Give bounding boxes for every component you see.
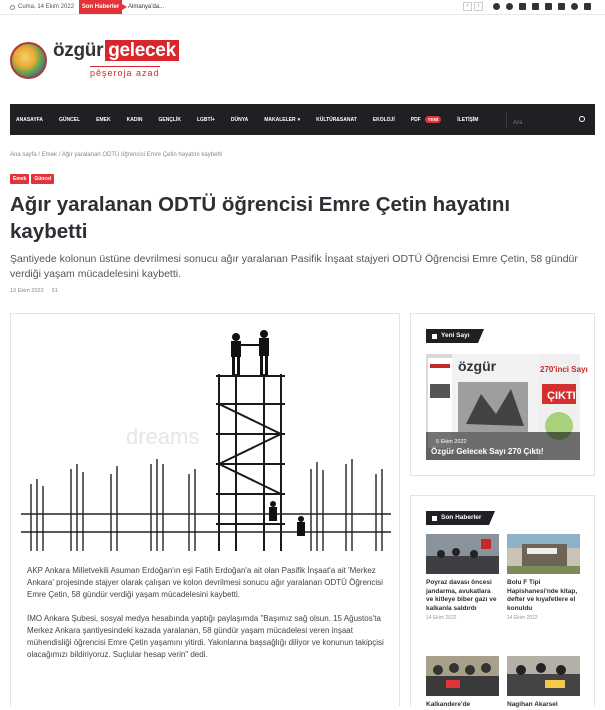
- category-tag-emek[interactable]: Emek: [10, 174, 29, 184]
- nav-item-label: KADIN: [126, 116, 143, 123]
- nav-item-kültür-sanat[interactable]: [316, 117, 357, 123]
- news-thumbnail[interactable]: [426, 534, 499, 574]
- article-card: [10, 313, 400, 706]
- nav-item-label: GENÇLİK: [158, 116, 181, 123]
- news-title[interactable]: Nagihan Akarsel: [507, 701, 558, 708]
- category-tags: [10, 174, 54, 184]
- article-title: Ağır yaralanan ODTÜ öğrencisi Emre Çetin hayatını kaybetti: [10, 193, 511, 243]
- news-item[interactable]: [507, 656, 580, 710]
- book-icon: [432, 334, 437, 339]
- nav-item-ekoloji-[interactable]: [373, 117, 395, 123]
- logo-brand-main: özgür: [53, 40, 104, 61]
- nav-item-güncel[interactable]: [59, 117, 80, 123]
- nav-item-gençli-k[interactable]: [158, 117, 181, 123]
- nav-item-label: DÜNYA: [230, 116, 249, 123]
- search-box: [506, 111, 588, 128]
- article-featured-image: [11, 314, 399, 551]
- cover-brand: özgür: [458, 358, 497, 374]
- twitter-icon[interactable]: [506, 3, 513, 10]
- chevron-left-icon[interactable]: ‹: [463, 2, 472, 11]
- nav-item-i-leti-şi-m[interactable]: [457, 117, 478, 123]
- nav-item-label: GÜNCEL: [59, 116, 81, 123]
- logo-wordmark: [53, 40, 179, 62]
- nav-item-label: LGBTİ+: [196, 116, 215, 123]
- main-navigation: [10, 104, 595, 135]
- widget-title: [426, 511, 489, 525]
- logo-tagline: pêşeroja azad: [90, 68, 160, 78]
- search-input[interactable]: [507, 115, 569, 132]
- chevron-down-icon: ▾: [297, 116, 301, 123]
- nav-item-label: KÜLTÜR&SANAT: [316, 116, 357, 123]
- news-item[interactable]: [426, 656, 499, 710]
- issue-cover-card[interactable]: [426, 354, 588, 460]
- globe-logo-icon: [10, 42, 47, 79]
- news-date: 14 Ekim 2022: [426, 615, 457, 622]
- rss-icon[interactable]: [558, 3, 565, 10]
- breaking-news-ticker[interactable]: Almanya'da...: [128, 4, 165, 10]
- site-logo[interactable]: [10, 38, 210, 83]
- article-lead: Şantiyede kolonun üstüne devrilmesi sonucu ağır yaralanan Pasifik İnşaat stajyeri ODTÜ Öğrencisi Emre Çetin, 58 gündür verdiği yaşam mücadelesini kaybetti.: [10, 253, 578, 280]
- current-date: [10, 4, 74, 10]
- cover-headline: 270'inci Sayı: [540, 365, 588, 374]
- cover-badge: ÇIKTI: [547, 390, 576, 402]
- nav-item-kadin[interactable]: [127, 117, 143, 123]
- nav-item-label: PDF: [410, 116, 421, 123]
- nav-item-label: MAKALELER: [264, 116, 296, 123]
- breadcrumb[interactable]: Ana sayfa / Emek / Ağır yaralanan ODTÜ öğrencisi Emre Çetin hayatını kaybetti: [10, 152, 223, 158]
- news-item[interactable]: [507, 534, 580, 621]
- nav-item-anasayfa[interactable]: [16, 117, 43, 123]
- email-icon[interactable]: [532, 3, 539, 10]
- nav-item-label: EKOLOJİ: [372, 116, 395, 123]
- new-badge: YENİ: [425, 116, 442, 123]
- widget-title-text: Son Haberler: [441, 514, 482, 521]
- news-item[interactable]: [426, 534, 499, 621]
- article-paragraph: İMO Ankara Şubesi, sosyal medya hesabında yaptığı paylaşımda "Başımız sağ olsun. 15 Ağustos'ta Merkez Ankara şantiyesindeki kazada yaralanan, 58 gündür yaşam mücadelesi veren inşaat mühendisliği öğrencisi Emre Çetin yaşamını yitirdi. Yakınlarına başsağlığı diliyor ve konunun takipçisi olacağımızı bildiriyoruz. Suçlular hesap verin" dedi.: [27, 614, 384, 659]
- nav-item-lgbti-[interactable]: [197, 117, 215, 123]
- construction-scaffolding-image: [11, 314, 399, 551]
- facebook-icon[interactable]: [493, 3, 500, 10]
- menu-icon[interactable]: [584, 3, 591, 10]
- article-date: 13 Ekim 2022: [10, 288, 44, 294]
- article-body: [27, 565, 387, 673]
- article-meta: [10, 288, 58, 294]
- ticker-arrows: [463, 2, 483, 11]
- nav-item-makaleler[interactable]: [264, 117, 300, 123]
- nav-item-dünya[interactable]: [231, 117, 248, 123]
- widget-title-text: Yeni Sayı: [441, 332, 470, 339]
- youtube-icon[interactable]: [519, 3, 526, 10]
- nav-item-label: ANASAYFA: [16, 116, 44, 123]
- breaking-news-label: Son Haberler: [79, 0, 122, 14]
- date-text: Cuma, 14 Ekim 2022: [18, 4, 75, 10]
- news-thumbnail[interactable]: [507, 534, 580, 574]
- clock-icon: [10, 5, 15, 10]
- book-icon: [432, 516, 437, 521]
- logo-brand-accent: gelecek: [105, 40, 179, 61]
- news-date: 14 Ekim 2022: [507, 615, 538, 622]
- news-title[interactable]: Poyraz davası öncesi jandarma, avukatlara ve kitleye biber gazı ve kalkanla saldırdı: [426, 579, 497, 612]
- nav-item-emek[interactable]: [96, 117, 110, 123]
- nav-item-pdf[interactable]: [411, 116, 442, 123]
- article-views: 51: [51, 288, 58, 294]
- category-tag-guncel[interactable]: Güncel: [31, 174, 54, 184]
- instagram-icon[interactable]: [545, 3, 552, 10]
- top-bar: [0, 0, 605, 15]
- new-issue-widget: [410, 313, 595, 476]
- nav-item-label: EMEK: [96, 116, 111, 123]
- random-icon[interactable]: [571, 3, 578, 10]
- news-title[interactable]: Kalkandere'de: [426, 701, 471, 708]
- article-paragraph: AKP Ankara Milletvekili Asuman Erdoğan'ın eşi Fatih Erdoğan'a ait olan Pasifik İnşaat'a ait 'Merkez Ankara' projesinde stajyer olarak çalışan ve kolon devrilmesi sonucu ağır yaralanan ODTÜ Öğrencisi Emre Çetin, 58 gündür verdiği yaşam mücadelesini kaybetti.: [27, 566, 383, 599]
- issue-caption[interactable]: Özgür Gelecek Sayı 270 Çıktı!: [431, 447, 544, 456]
- image-watermark: dreams: [126, 424, 200, 449]
- social-links: [493, 3, 591, 10]
- news-thumbnail[interactable]: [507, 656, 580, 696]
- nav-item-label: İLETİŞİM: [457, 116, 479, 123]
- search-icon[interactable]: [579, 116, 585, 122]
- issue-date: 5 Ekim 2022: [436, 439, 467, 445]
- news-title[interactable]: Bolu F Tipi Hapishanesi'nde kitap, defter ve kıyafetlere el konuldu: [507, 579, 578, 612]
- latest-news-widget: [410, 495, 595, 706]
- chevron-right-icon[interactable]: ›: [474, 2, 483, 11]
- widget-title: [426, 329, 478, 343]
- news-thumbnail[interactable]: [426, 656, 499, 696]
